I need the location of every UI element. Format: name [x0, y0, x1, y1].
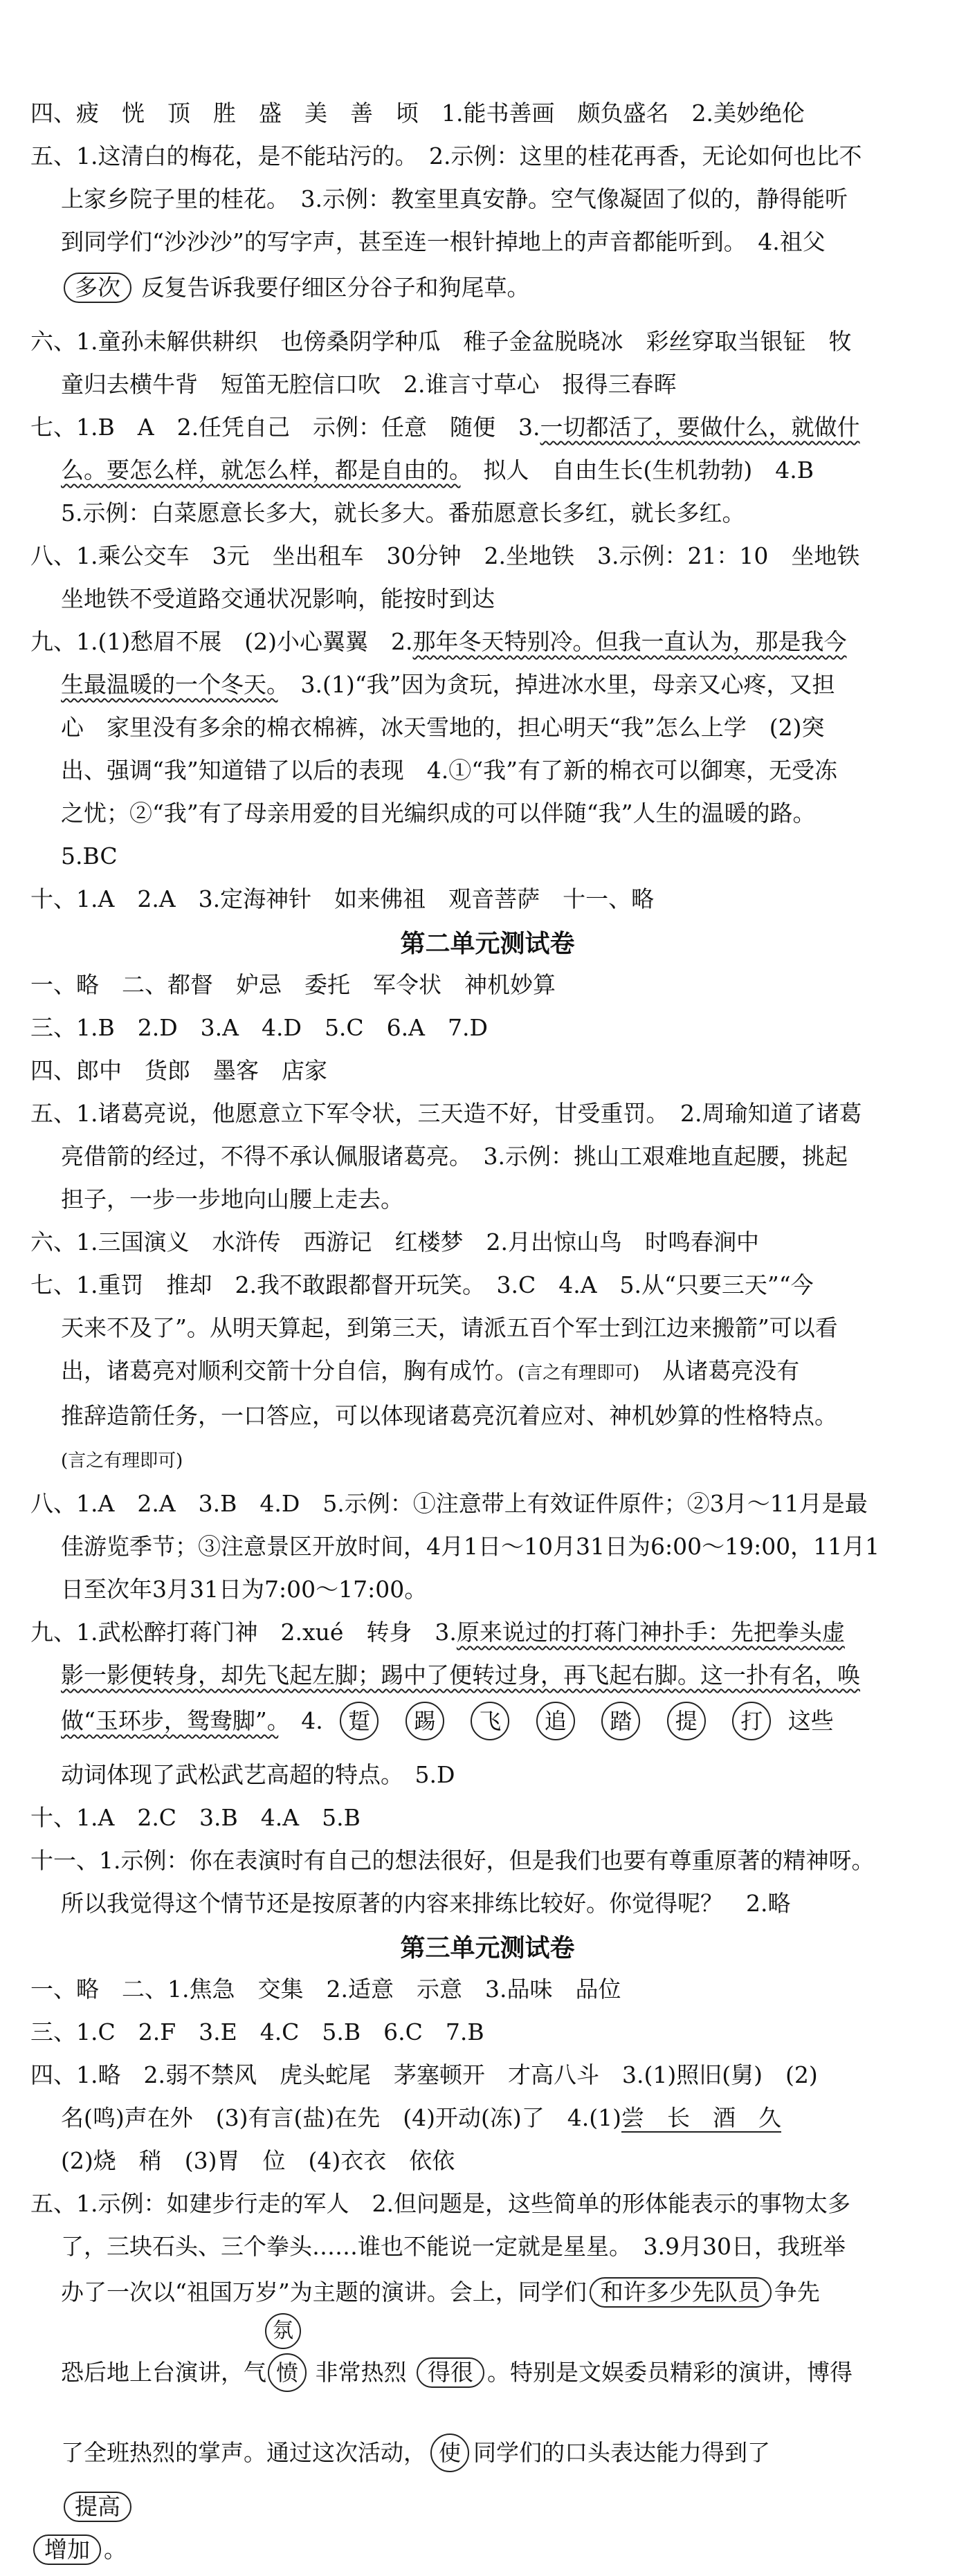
- u1-q9-line4: 出、强调“我”知道错了以后的表现 4.①“我”有了新的棉衣可以御寒，无受冻: [61, 757, 837, 784]
- circled-verb: 追: [536, 1702, 575, 1740]
- u1-q9-line1: 九、1.(1)愁眉不展 (2)小心翼翼 2.那年冬天特别冷。但我一直认为，那是我今: [30, 628, 847, 655]
- edit-mark-box: 增加: [33, 2534, 101, 2565]
- u3-q5-line3: 办了一次以“祖国万岁”为主题的演讲。会上，同学们 和许多少先队员 争先: [30, 2273, 945, 2353]
- u2-q11-line2: 所以我觉得这个情节还是按原著的内容来排练比较好。你觉得呢？ 2.略: [61, 1890, 791, 1917]
- u2-q9-line1: 九、1.武松醉打蒋门神 2.xué 转身 3.原来说过的打蒋门神扑手：先把拳头虚: [30, 1619, 845, 1646]
- circled-verb: 踢: [406, 1702, 444, 1740]
- u1-q7-line2: 么。要怎么样，就怎么样，都是自由的。 拟人 自由生长(生机勃勃) 4.B: [61, 457, 814, 484]
- unit2-title: 第二单元测试卷: [400, 930, 575, 958]
- u2-q7-line3: 出，诸葛亮对顺利交箭十分自信，胸有成竹。(言之有理即可) 从诸葛亮没有: [61, 1357, 800, 1384]
- u1-q4: 四、疲 恍 顶 胜 盛 美 善 顷 1.能书善画 颇负盛名 2.美妙绝伦: [30, 100, 805, 127]
- u1-q8-line1: 八、1.乘公交车 3元 坐出租车 30分钟 2.坐地铁 3.示例：21：10 坐地铁: [30, 542, 860, 569]
- u1-q6-line1: 六、1.童孙未解供耕织 也傍桑阴学种瓜 稚子金盆脱晓冰 彩丝穿取当银钲 牧: [30, 328, 852, 355]
- u1-q9-line5: 之忧；②“我”有了母亲用爱的目光编织成的可以伴随“我”人生的温暖的路。: [61, 800, 816, 827]
- u1-q9-line2: 生最温暖的一个冬天。 3.(1)“我”因为贪玩，掉进冰水里，母亲又心疼，又担: [61, 671, 835, 698]
- u3-q5-line6: [30, 2490, 945, 2533]
- u2-q1: 一、略 二、都督 妒忌 委托 军令状 神机妙算: [30, 971, 556, 998]
- circled-verb: 打: [732, 1702, 771, 1740]
- u3-q5-line4: 恐后地上台演讲，气 愤 氛 非常热烈 得很 。特别是文娱委员精彩的演讲，博得: [30, 2353, 945, 2434]
- edit-mark-box: 得很: [417, 2357, 484, 2388]
- u3-q5-line7: 增加 。: [30, 2533, 945, 2576]
- u2-q5-line3: 担子，一步一步地向山腰上走去。: [61, 1186, 403, 1213]
- u2-q4: 四、郎中 货郎 墨客 店家: [30, 1057, 327, 1084]
- u3-q5-line1: 五、1.示例：如建步行走的军人 2.但问题是，这些简单的形体能表示的事物太多: [30, 2190, 850, 2217]
- u1-q7-line3: 5.示例：白菜愿意长多大，就长多大。番茄愿意长多红，就长多红。: [61, 499, 745, 526]
- circled-verb: 踅: [340, 1702, 379, 1740]
- u2-q8-line2: 佳游览季节；③注意景区开放时间，4月1日～10月31日为6:00～19:00，11月1: [61, 1533, 880, 1560]
- u3-q1: 一、略 二、1.焦急 交集 2.适意 示意 3.品味 品位: [30, 1976, 621, 2003]
- u1-q5-line2: 上家乡院子里的桂花。 3.示例：教室里真安静。空气像凝固了似的，静得能听: [61, 185, 848, 212]
- u2-q7-line2: 天来不及了”。从明天算起，到第三天，请派五百个军士到江边来搬箭”可以看: [61, 1314, 838, 1341]
- u1-q7-line1: 七、1.B A 2.任凭自己 示例：任意 随便 3.一切都活了，要做什么，就做什: [30, 414, 860, 441]
- u2-q9-line2: 影一影便转身，却先飞起左脚；踢中了便转过身，再飞起右脚。这一扑有名，唤: [61, 1662, 860, 1689]
- u1-q5-line1: 五、1.这清白的梅花，是不能玷污的。 2.示例：这里的桂花再香，无论如何也比不: [30, 142, 862, 169]
- edit-mark-circle: 使: [430, 2434, 469, 2472]
- circled-verb: 踏: [601, 1702, 640, 1740]
- u2-q6: 六、1.三国演义 水浒传 西游记 红楼梦 2.月出惊山鸟 时鸣春涧中: [30, 1229, 759, 1255]
- u2-q8-line1: 八、1.A 2.A 3.B 4.D 5.示例：①注意带上有效证件原件；②3月～11月是最: [30, 1490, 868, 1517]
- u1-q5-line4: 多次 反复告诉我要仔细区分谷子和狗尾草。: [30, 268, 945, 325]
- u1-q9-line6: 5.BC: [61, 843, 118, 870]
- circled-verb: 提: [667, 1702, 706, 1740]
- u3-q4-line2: 名(鸣)声在外 (3)有言(盐)在先 (4)开动(冻)了 4.(1)尝 长 酒 久: [61, 2104, 781, 2131]
- u1-q8-line2: 坐地铁不受道路交通状况影响，能按时到达: [61, 585, 495, 612]
- correction-insert: 氛: [265, 2313, 301, 2349]
- u1-q6-line2: 童归去横牛背 短笛无腔信口吹 2.谁言寸草心 报得三春晖: [61, 371, 677, 398]
- u3-q3: 三、1.C 2.F 3.E 4.C 5.B 6.C 7.B: [30, 2018, 484, 2045]
- u2-q3: 三、1.B 2.D 3.A 4.D 5.C 6.A 7.D: [30, 1014, 488, 1041]
- u3-q4-line1: 四、1.略 2.弱不禁风 虎头蛇尾 茅塞顿开 才高八斗 3.(1)照旧(舅) (2): [30, 2061, 818, 2088]
- u1-q9-line3: 心 家里没有多余的棉衣棉裤，冰天雪地的，担心明天“我”怎么上学 (2)突: [61, 714, 825, 741]
- u2-q5-line1: 五、1.诸葛亮说，他愿意立下军令状，三天造不好，甘受重罚。 2.周瑜知道了诸葛: [30, 1100, 862, 1127]
- correction-mark: 愤 氛: [266, 2353, 308, 2392]
- u1-q5-line3: 到同学们“沙沙沙”的写字声，甚至连一根针掉地上的声音都能听到。 4.祖父: [61, 228, 826, 255]
- u1-q10: 十、1.A 2.A 3.定海神针 如来佛祖 观音菩萨 十一、略: [30, 885, 655, 912]
- u2-q9-line3: 做“玉环步，鸳鸯脚”。 4. 踅 踢 飞 追 踏 提 打 这些: [30, 1702, 945, 1758]
- u2-q7-line5: (言之有理即可): [61, 1451, 183, 1471]
- u2-q9-line4: 动词体现了武松武艺高超的特点。 5.D: [61, 1761, 455, 1788]
- u2-q5-line2: 亮借箭的经过，不得不承认佩服诸葛亮。 3.示例：挑山工艰难地直起腰，挑起: [61, 1143, 848, 1170]
- u3-q5-line2: 了，三块石头、三个拳头……谁也不能说一定就是星星。 3.9月30日，我班举: [61, 2233, 846, 2260]
- edit-mark-box: 提高: [64, 2492, 131, 2522]
- u3-q4-line3: (2)烧 稍 (3)胃 位 (4)衣衣 依依: [61, 2147, 455, 2174]
- unit3-title: 第三单元测试卷: [400, 1934, 575, 1962]
- circled-verb: 飞: [471, 1702, 509, 1740]
- u2-q8-line3: 日至次年3月31日为7:00～17:00。: [61, 1576, 428, 1603]
- u2-q10: 十、1.A 2.C 3.B 4.A 5.B: [30, 1804, 361, 1831]
- u2-q7-line4: 推辞造箭任务，一口答应，可以体现诸葛亮沉着应对、神机妙算的性格特点。: [61, 1402, 837, 1429]
- edit-mark-box: 和许多少先队员: [590, 2277, 772, 2308]
- u3-q5-line5: 了全班热烈的掌声。通过这次活动， 使 同学们的口头表达能力得到了: [30, 2434, 945, 2490]
- u2-q7-line1: 七、1.重罚 推却 2.我不敢跟都督开玩笑。 3.C 4.A 5.从“只要三天”“今: [30, 1271, 814, 1298]
- u2-q11-line1: 十一、1.示例：你在表演时有自己的想法很好，但是我们也要有尊重原著的精神呀。: [30, 1847, 875, 1874]
- edit-mark-box: 多次: [64, 273, 131, 303]
